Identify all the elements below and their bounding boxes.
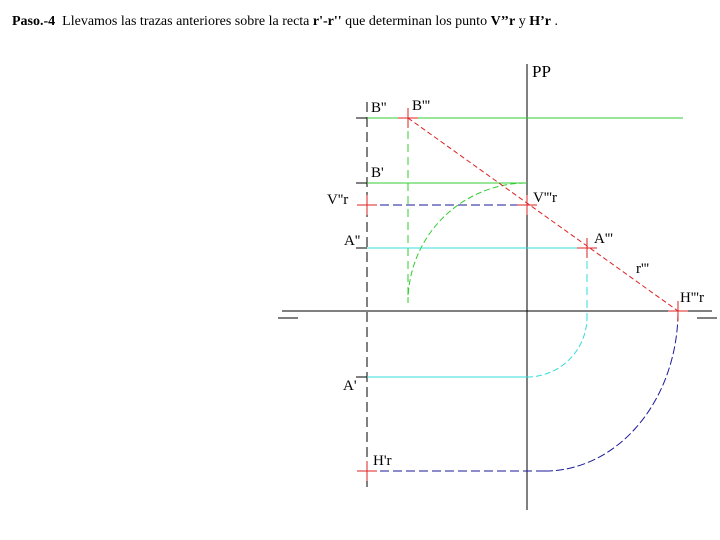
label-b1: B': [371, 165, 384, 181]
label-r3: r''': [636, 261, 650, 277]
heading-point-v: V’’r: [490, 14, 516, 29]
navy-arc: [545, 311, 678, 471]
label-a3: A''': [594, 231, 613, 247]
heading-text-4: .: [550, 14, 558, 29]
heading-text-1: Llevamos las trazas anteriores sobre la recta: [62, 14, 313, 29]
label-h1r: H'r: [373, 453, 392, 469]
label-b2: B'': [371, 100, 387, 116]
step-number: Paso.-4: [12, 14, 56, 29]
red-line-r3: [408, 118, 678, 311]
heading-line-name: r'-r'': [312, 14, 342, 29]
label-a1: A': [343, 378, 357, 394]
label-pp: PP: [532, 62, 551, 81]
cross-v2r: [357, 195, 377, 215]
label-b3: B''': [412, 98, 431, 114]
label-a2: A'': [344, 233, 361, 249]
label-v2r: V''r: [327, 192, 349, 208]
label-h3r: H'''r: [680, 290, 704, 306]
cyan-arc: [527, 317, 587, 377]
heading-point-h: H’r: [529, 14, 551, 29]
heading-text-3: y: [515, 14, 530, 29]
heading-text-2: que determinan los punto: [341, 14, 491, 29]
label-v3r: V'''r: [533, 190, 557, 206]
green-arc: [408, 183, 527, 303]
